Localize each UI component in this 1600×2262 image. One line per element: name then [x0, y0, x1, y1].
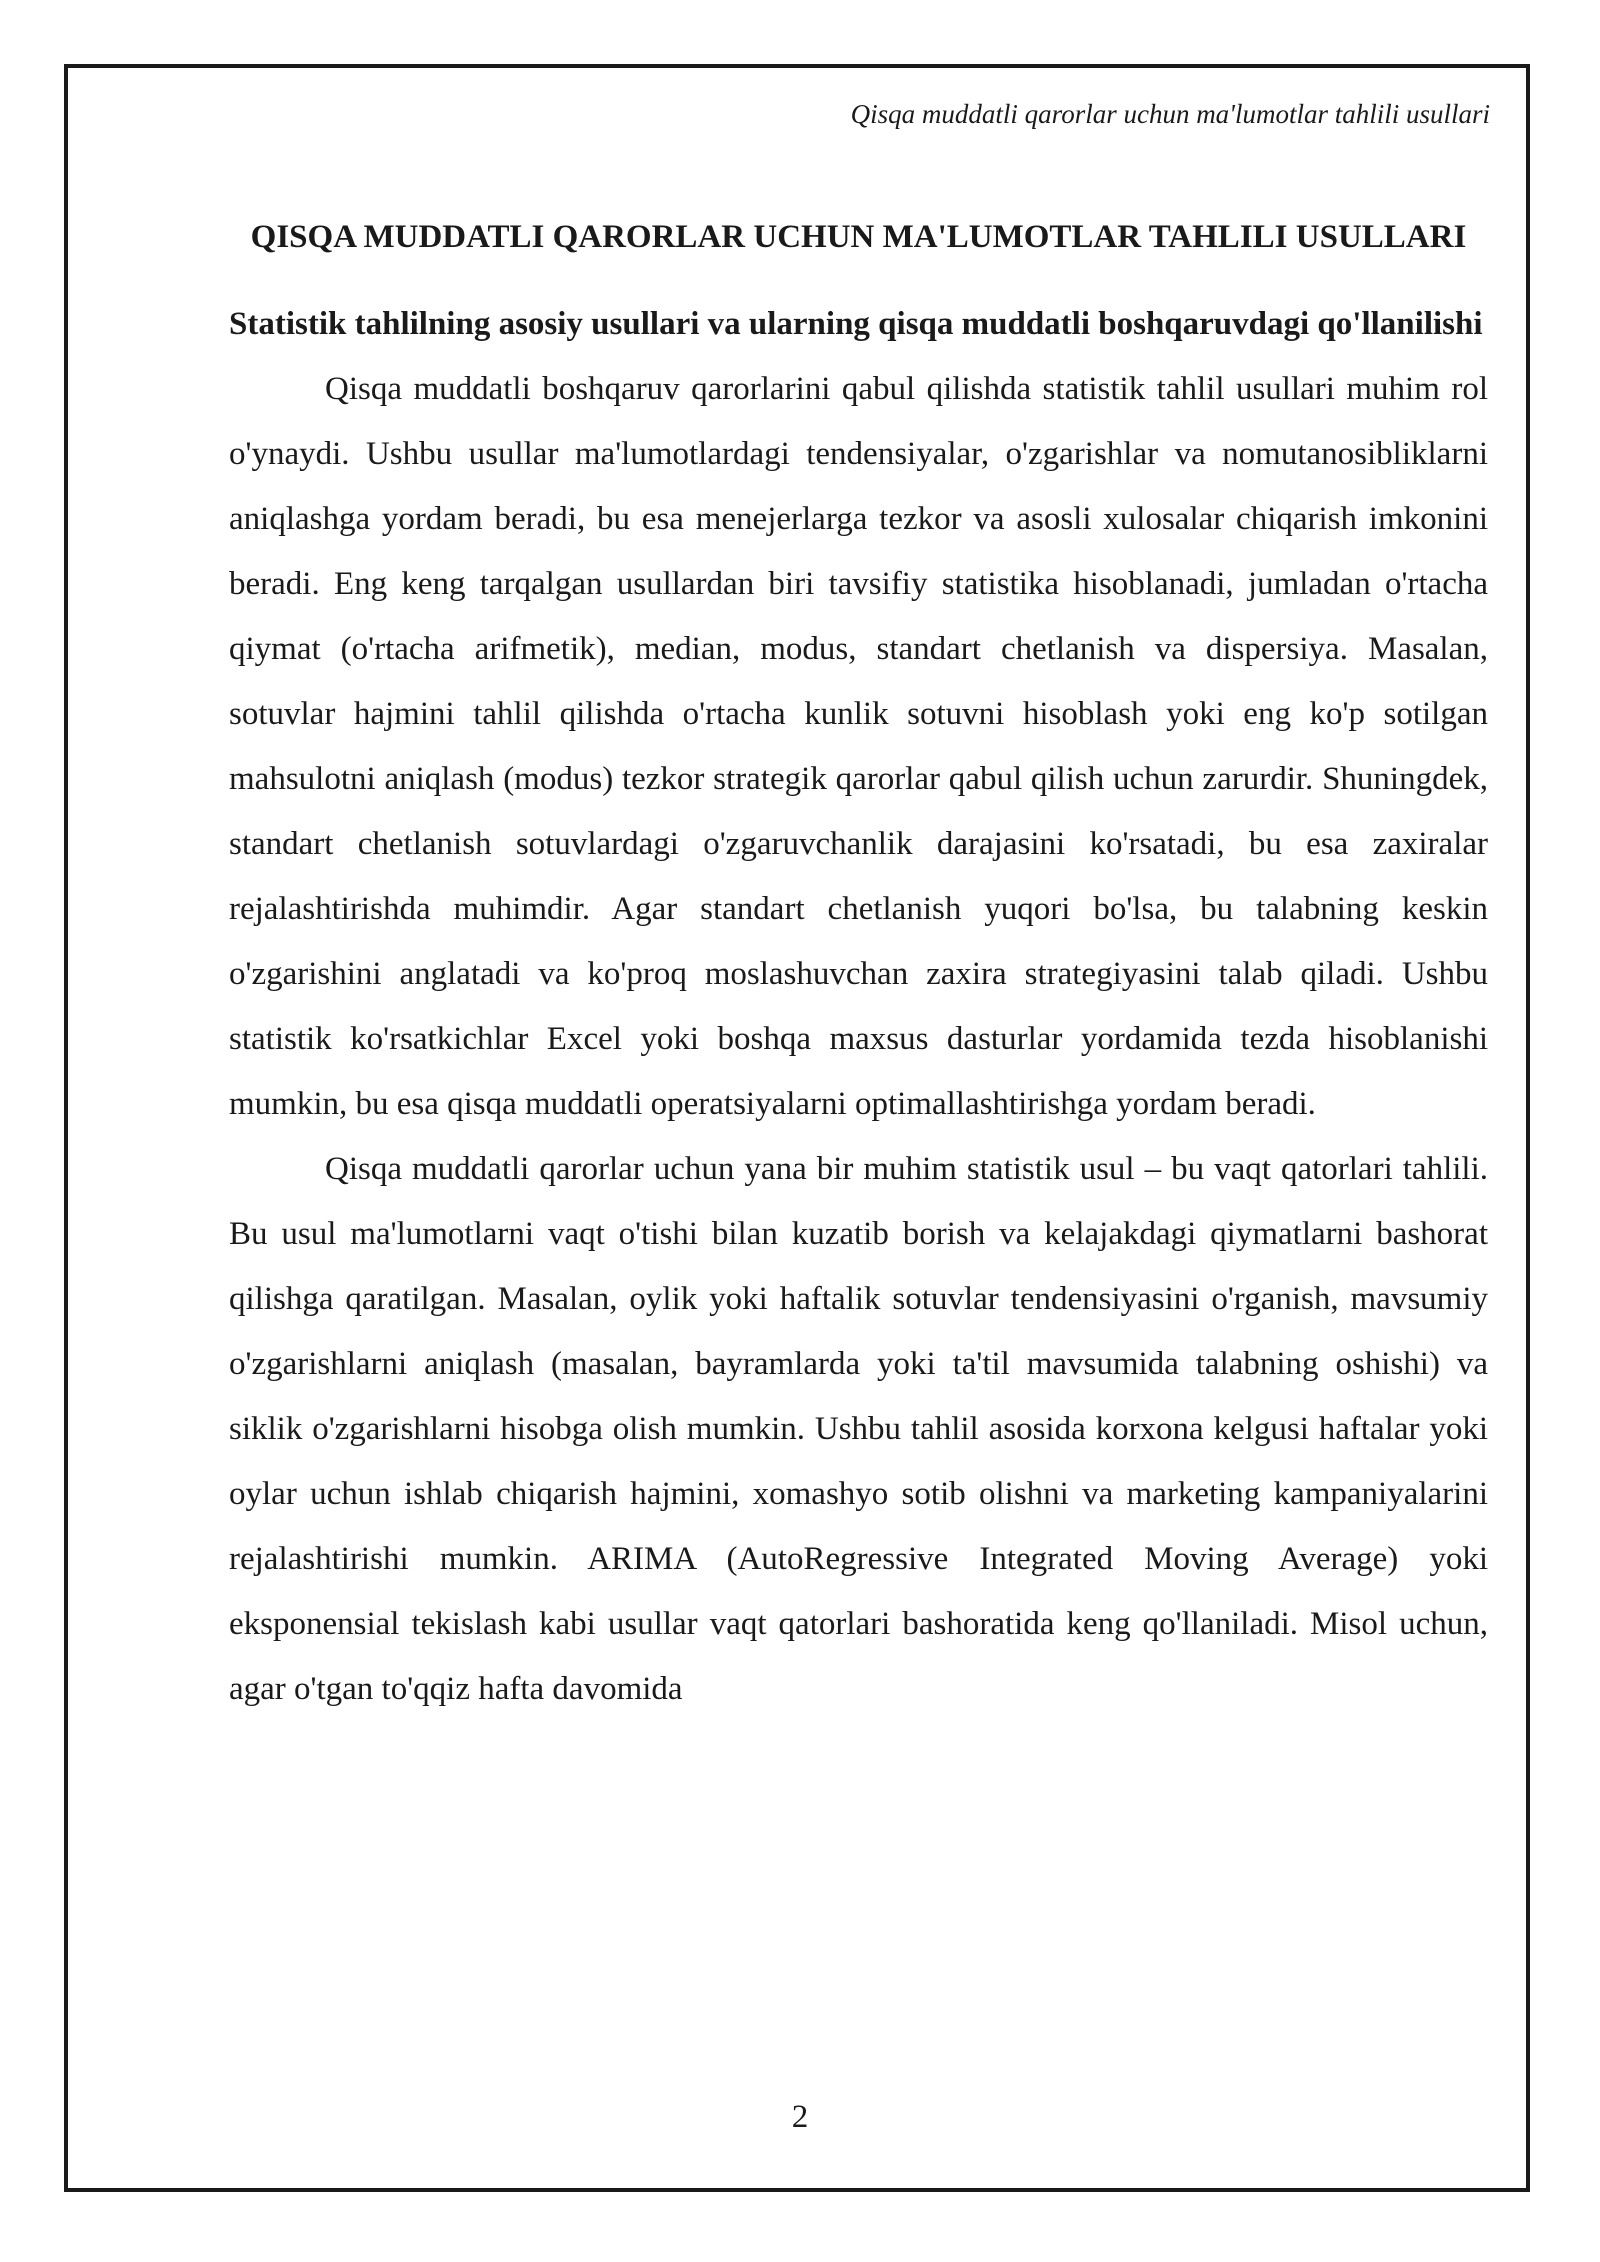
section-heading: Statistik tahlilning asosiy usullari va ularning qisqa muddatli boshqaruvdagi qo'llanilishi — [229, 306, 1483, 342]
body-paragraph: Qisqa muddatli boshqaruv qarorlarini qabul qilishda statistik tahlil usullari muhim rol o'ynaydi. Ushbu usullar ma'lumotlardagi tendensiyalar, o'zgarishlar va nomutanosibliklarni aniqlashga yordam beradi, bu esa menejerlarga tezkor va asosli xulosalar chiqarish imkonini beradi. Eng keng tarqalgan usullardan biri tavsifiy statistika hisoblanadi, jumladan o'rtacha qiymat (o'rtacha arifmetik), median, modus, standart chetlanish va dispersiya. Masalan, sotuvlar hajmini tahlil qilishda o'rtacha kunlik sotuvni hisoblash yoki eng ko'p sotilgan mahsulotni aniqlash (modus) tezkor strategik qarorlar qabul qilish uchun zarurdir. Shuningdek, standart chetlanish sotuvlardagi o'zgaruvchanlik darajasini ko'rsatadi, bu esa zaxiralar rejalashtirishda muhimdir. Agar standart chetlanish yuqori bo'lsa, bu talabning keskin o'zgarishini anglatadi va ko'proq moslashuvchan zaxira strategiyasini talab qiladi. Ushbu statistik ko'rsatkichlar Excel yoki boshqa maxsus dasturlar yordamida tezda hisoblanishi mumkin, bu esa qisqa muddatli operatsiyalarni optimallashtirishga yordam beradi. — [229, 371, 1488, 1122]
document-title: QISQA MUDDATLI QARORLAR UCHUN MA'LUMOTLAR TAHLILI USULLARI — [250, 219, 1467, 255]
page-content — [229, 205, 1488, 1722]
running-header: Qisqa muddatli qarorlar uchun ma'lumotlar tahlili usullari — [850, 99, 1490, 129]
body-paragraph: Qisqa muddatli qarorlar uchun yana bir muhim statistik usul – bu vaqt qatorlari tahlili. Bu usul ma'lumotlarni vaqt o'tishi bilan kuzatib borish va kelajakdagi qiymatlarni bashorat qilishga qaratilgan. Masalan, oylik yoki haftalik sotuvlar tendensiyasini o'rganish, mavsumiy o'zgarishlarni aniqlash (masalan, bayramlarda yoki ta'til mavsumida talabning oshishi) va siklik o'zgarishlarni hisobga olish mumkin. Ushbu tahlil asosida korxona kelgusi haftalar yoki oylar uchun ishlab chiqarish hajmini, xomashyo sotib olishni va marketing kampaniyalarini rejalashtirishi mumkin. ARIMA (AutoRegressive Integrated Moving Average) yoki eksponensial tekislash kabi usullar vaqt qatorlari bashoratida keng qo'llaniladi. Misol uchun, agar o'tgan to'qqiz hafta davomida — [229, 1151, 1488, 1707]
page-number: 2 — [791, 2099, 809, 2135]
